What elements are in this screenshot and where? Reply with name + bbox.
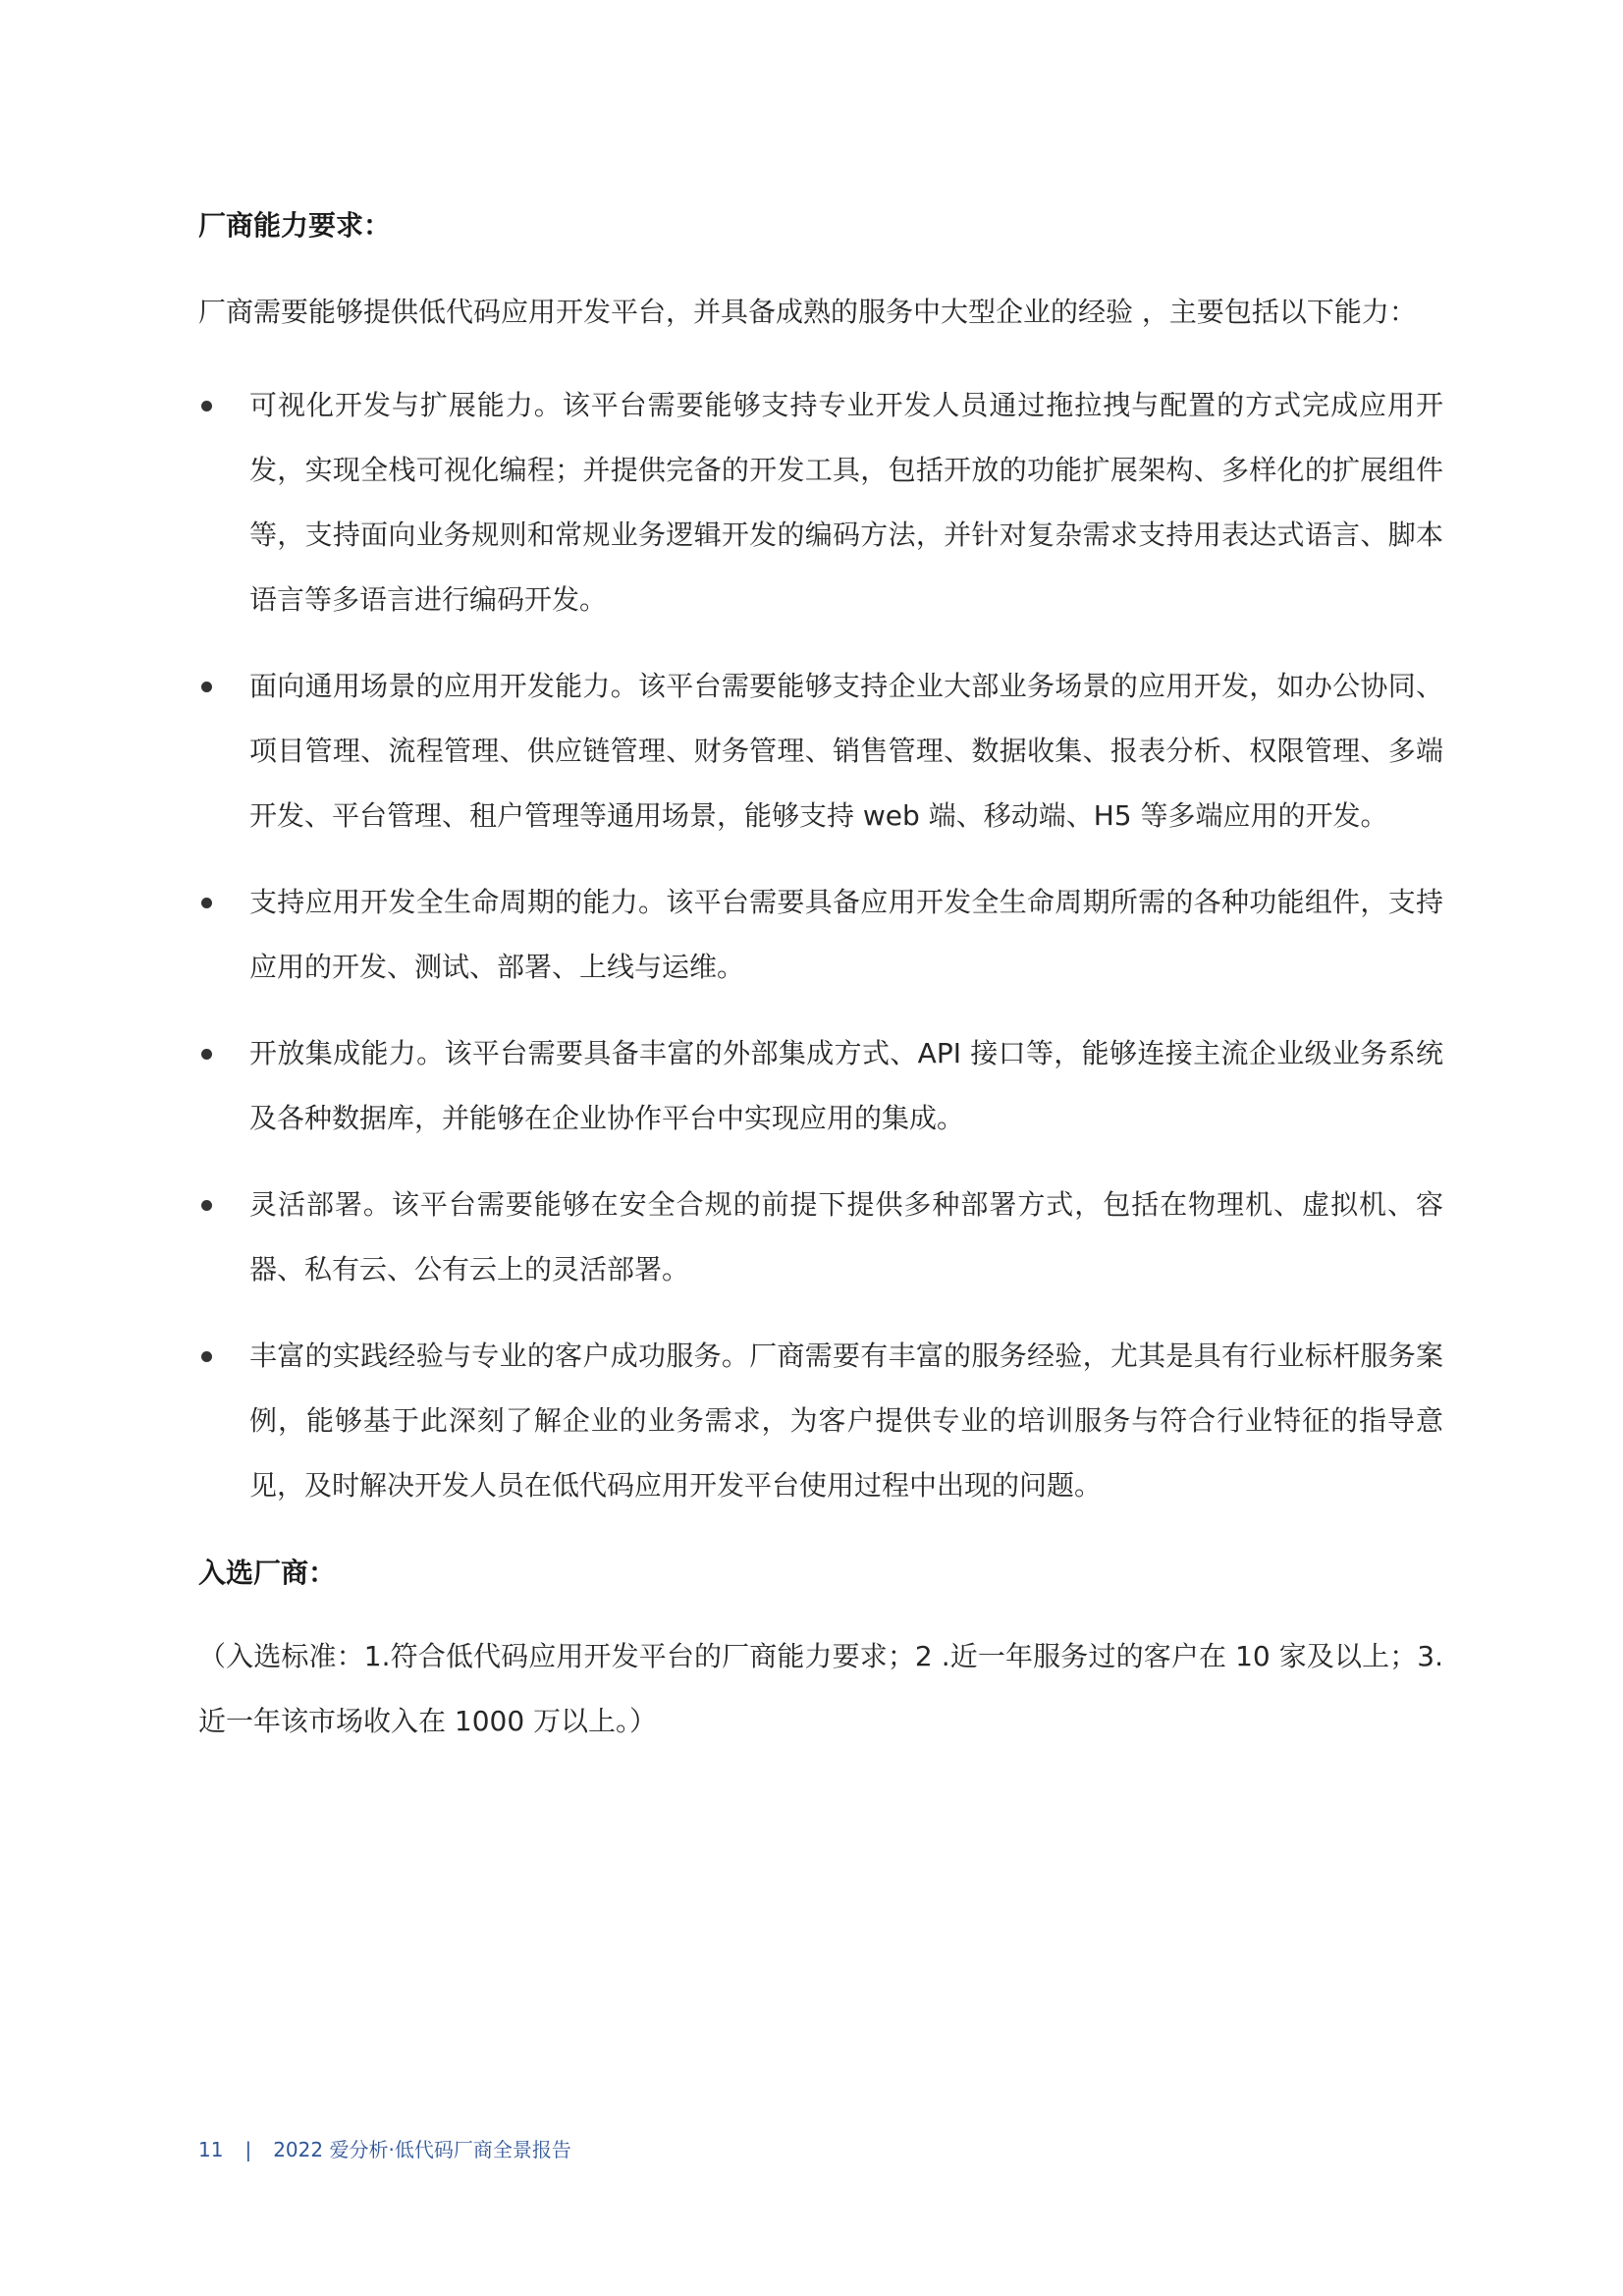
list-item-text: 可视化开发与扩展能力。该平台需要能够支持专业开发人员通过拖拉拽与配置的方式完成应用开发，实现全栈可视化编程；并提供完备的开发工具，包括开放的功能扩展架构、多样化的扩展组件等，支持面向业务规则和常规业务逻辑开发的编码方法，并针对复杂需求支持用表达式语言、脚本语言等多语言进行编码开发。 — [249, 389, 1443, 616]
page-number: 11 — [198, 2138, 224, 2161]
selected-vendors-heading: 入选厂商： — [198, 1557, 337, 1589]
list-item — [198, 373, 1443, 632]
list-item-text: 丰富的实践经验与专业的客户成功服务。厂商需要有丰富的服务经验，尤其是具有行业标杆服务案例，能够基于此深刻了解企业的业务需求，为客户提供专业的培训服务与符合行业特征的指导意见，及时解决开发人员在低代码应用开发平台使用过程中出现的问题。 — [249, 1339, 1443, 1502]
vendor-capability-intro: 厂商需要能够提供低代码应用开发平台，并具备成熟的服务中大型企业的经验 ，主要包括以下能力： — [198, 296, 1417, 328]
bullet-icon — [201, 898, 212, 908]
footer-separator: | — [244, 2138, 252, 2161]
page-content — [198, 204, 1443, 1754]
vendor-capability-heading: 厂商能力要求： — [198, 209, 392, 242]
list-item — [198, 870, 1443, 1000]
list-item-text: 灵活部署。该平台需要能够在安全合规的前提下提供多种部署方式，包括在物理机、虚拟机、容器、私有云、公有云上的灵活部署。 — [249, 1188, 1443, 1285]
bullet-icon — [201, 1351, 212, 1362]
list-item — [198, 1324, 1443, 1518]
report-title: 2022 爱分析·低代码厂商全景报告 — [273, 2138, 571, 2161]
page-footer — [198, 2134, 571, 2162]
capability-list — [198, 373, 1443, 1518]
list-item-text: 支持应用开发全生命周期的能力。该平台需要具备应用开发全生命周期所需的各种功能组件，支持应用的开发、测试、部署、上线与运维。 — [249, 886, 1443, 983]
list-item — [198, 654, 1443, 848]
list-item — [198, 1173, 1443, 1302]
bullet-icon — [201, 1049, 212, 1060]
bullet-icon — [201, 1200, 212, 1211]
bullet-icon — [201, 682, 212, 692]
bullet-icon — [201, 401, 212, 411]
list-item-text: 面向通用场景的应用开发能力。该平台需要能够支持企业大部业务场景的应用开发，如办公协同、项目管理、流程管理、供应链管理、财务管理、销售管理、数据收集、报表分析、权限管理、多端开发、平台管理、租户管理等通用场景，能够支持 web 端、移动端、H5 等多端应用的开发。 — [249, 670, 1443, 832]
list-item — [198, 1021, 1443, 1151]
selection-criteria: （入选标准：1.符合低代码应用开发平台的厂商能力要求；2 .近一年服务过的客户在 10 家及以上；3.近一年该市场收入在 1000 万以上。） — [198, 1640, 1443, 1737]
list-item-text: 开放集成能力。该平台需要具备丰富的外部集成方式、API 接口等，能够连接主流企业级业务系统及各种数据库，并能够在企业协作平台中实现应用的集成。 — [249, 1037, 1443, 1134]
